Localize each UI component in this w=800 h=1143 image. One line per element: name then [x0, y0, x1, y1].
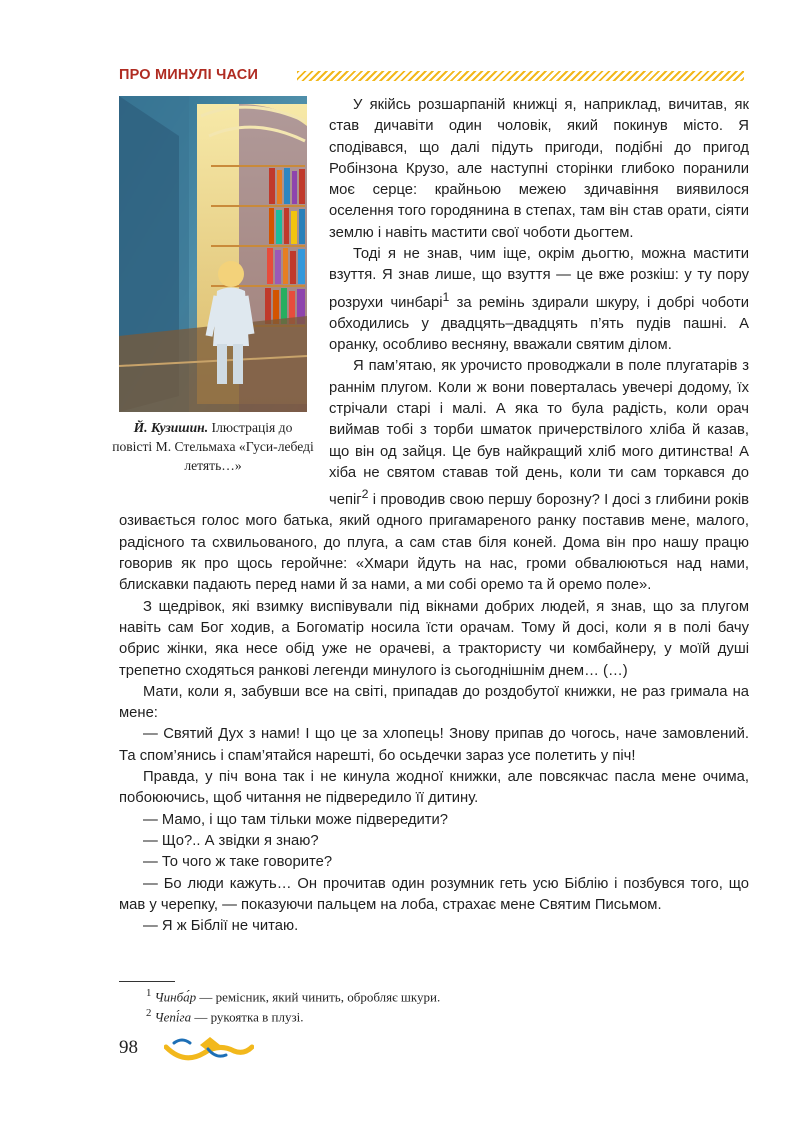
paragraph: З щедрівок, які взимку виспівували під вікнами добрих людей, я знав, що за плугом навіть сам Бог ходив, а Богоматір носила їсти орачам. Тому й досі, коли я в полі бачу обрис жінки, яка несе обід уже не орачеві, а трактористу чи комбайнеру, у моїй душі трепетно сходяться ранкові легенди минулого із сьогоднішнім днем… (…): [119, 598, 749, 679]
footnote-definition: — ремісник, який чинить, обробляє шкури.: [196, 989, 441, 1005]
dialogue-line: — То чого ж таке говорите?: [143, 854, 333, 871]
text-run: і проводив свою першу борозну? І досі з глибини років озивається голос мого батька, який одного пригамареного ранку поставив мене, малого, радісного та схвильованого, до плуга, а сам став біля коней. Дома він про нашу працю говорив як про щось геройчне: «Хмари йдуть на нас, громи обвалюються над нами, блискавки падають перед нами й за нами, а ми собі оремо та й оремо поле».: [119, 492, 749, 594]
footnotes: [146, 985, 746, 1026]
text-run: Я пам’ятаю, як урочисто проводжали в поле плугатарів з раннім плугом. Коли ж вони поверталась увечері додому, їх стрічали старі і малі. А яка то була радість, коли орач виймав тобі з торби шматок причерствілого хліба й казав, що він од зайця. Це був найкращий хліб мого дитинства! А хіба не святом ставав той день, коли ти сам торкався до чепіг: [329, 358, 749, 509]
paragraph: — Бо люди кажуть… Он прочитав один розумник геть усю Біблію і позбувся того, що мав у черепку, — показуючи пальцем на лоба, страхає мене Святим Письмом.: [119, 875, 749, 913]
footnote-number: 1: [146, 987, 152, 999]
section-title: ПРО МИНУЛІ ЧАСИ: [119, 67, 259, 83]
paragraph: У якійсь розшарпаній книжці я, наприклад, вичитав, як став дичавіти один чоловік, який покинув місто. Я сподівався, що далі підуть пригоди, подібні до пригод Робінзона Крузо, але наступні сторінки глибоко поранили моє серце: крайньою межею здичавіння виявилося оселення того городянина в степах, там він став орати, сіяти землю і навіть мастити свої чоботи дьогтем.: [329, 97, 749, 241]
caption-author: Й. Кузишин.: [133, 420, 209, 435]
footnote-term: Чепі́га: [154, 1009, 192, 1025]
dialogue-line: — Що?.. А звідки я знаю?: [143, 832, 319, 849]
footnote-ref: 1: [442, 289, 450, 304]
paragraph: — Святий Дух з нами! І що це за хлопець! Знову припав до чогось, наче замовлений. Та спом’янись і спам’ятайся нарешті, бо осьдечки зараз усе полетить у піч!: [119, 726, 749, 764]
caption-text: Ілюстрація до повісті М. Стельмаха «Гуси-лебеді летять…»: [112, 420, 314, 473]
footnote: [146, 1005, 746, 1025]
ornament-icon: [164, 1035, 254, 1065]
header-decorative-stripe: [297, 71, 744, 81]
paragraph: Мати, коли я, забувши все на світі, припадав до роздобутої книжки, не раз гримала на мене:: [119, 683, 749, 722]
paragraph: Правда, у піч вона так і не кинула жодної книжки, але повсякчас пасла мене очима, побоюючись, щоб читання не підвередило її дитину.: [119, 769, 749, 807]
page-number: 98: [119, 1037, 138, 1058]
footnote-number: 2: [146, 1007, 152, 1020]
main-text: [119, 95, 749, 937]
text-run: за ремінь здирали шкуру, і добрі чоботи обходились у двадцять–двадцять п’ять пудів пашні. А оранку, особливо весняну, вважали святим ділом.: [329, 294, 749, 354]
footnote-definition: — рукоятка в плузі.: [191, 1009, 304, 1025]
illustration-spacer: [119, 95, 329, 488]
footnote-term: Чинба́р: [154, 989, 197, 1005]
dialogue-line: — Мамо, і що там тільки може підвередити?: [143, 811, 449, 828]
text-run: Тоді я не знав, чим іще, окрім дьогтю, можна мастити взуття. Я знав лише, що взуття — це вже розкіш: у ту пору розрухи чинбарі: [329, 246, 749, 311]
page-header: [119, 66, 744, 90]
footnote: [146, 985, 746, 1005]
dialogue-line: — Я ж Біблії не читаю.: [143, 918, 299, 935]
footnote-ref: 2: [361, 487, 369, 502]
footnote-divider: [119, 981, 175, 982]
